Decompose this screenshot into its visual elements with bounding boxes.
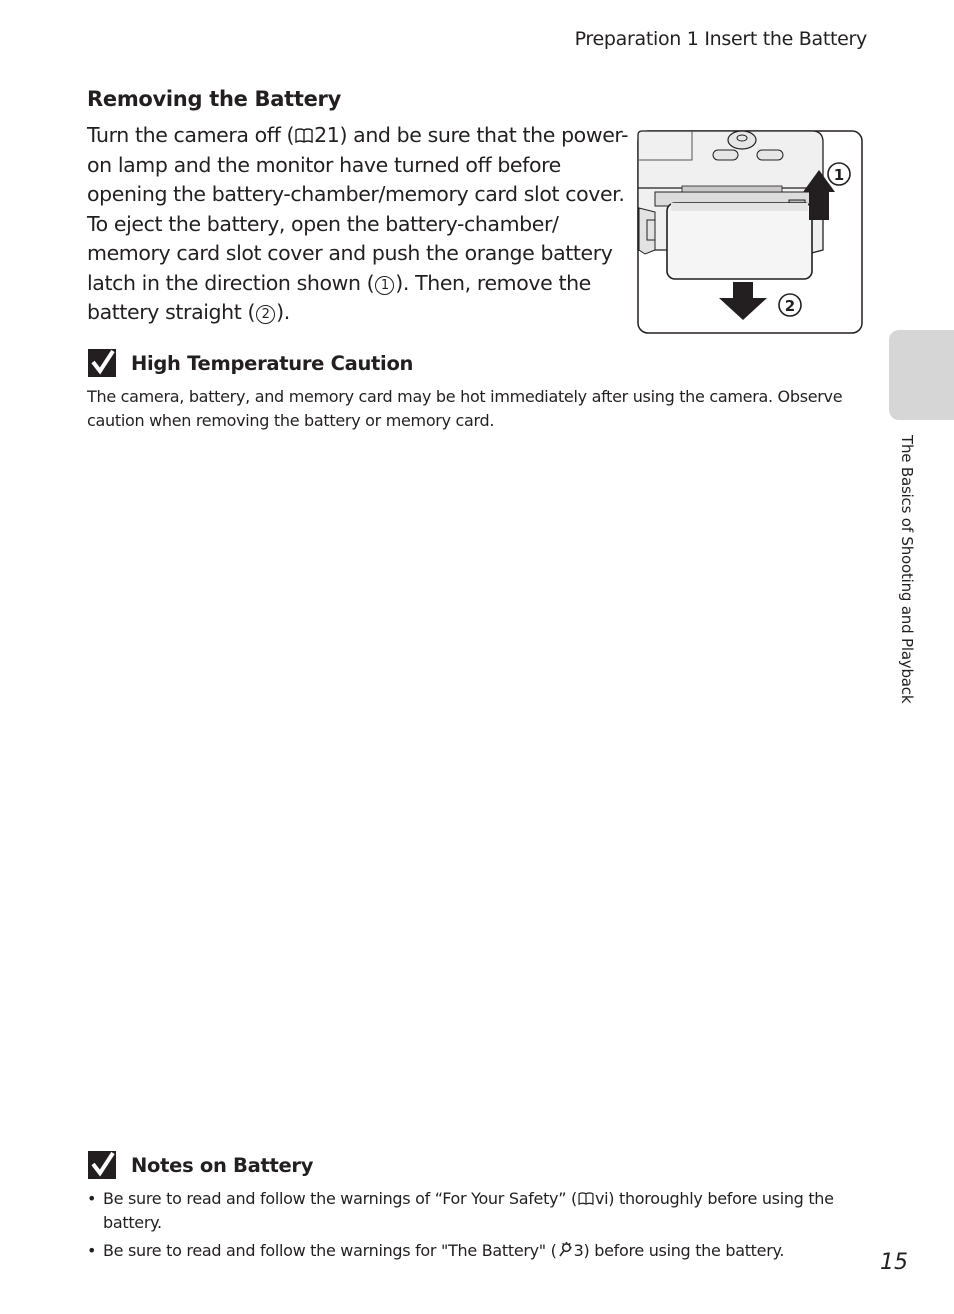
note-text: Be sure to read and follow the warnings of “For Your Safety” (: [103, 1189, 577, 1208]
removal-instructions: [87, 121, 632, 328]
notes-list: [87, 1187, 857, 1263]
check-mark-icon: [87, 1150, 117, 1180]
section-tab: [889, 330, 954, 420]
list-item: [87, 1187, 857, 1235]
high-temperature-caution: [87, 347, 857, 433]
notes-on-battery: [87, 1149, 857, 1267]
list-item: [87, 1239, 857, 1263]
step-label-2: 2: [784, 297, 796, 315]
step-number-1: 1: [375, 276, 394, 295]
check-mark-icon: [87, 348, 117, 378]
book-icon: [578, 1192, 594, 1205]
book-icon: [295, 128, 313, 143]
battery-removal-illustration: [637, 130, 863, 334]
note-text: Be sure to read and follow the warnings for "The Battery" (: [103, 1241, 557, 1260]
step-label-1: 1: [833, 166, 845, 184]
body-text-part: ).: [276, 300, 290, 324]
step-number-2: 2: [256, 305, 275, 324]
bullet: •: [87, 1241, 97, 1260]
page-number: 15: [880, 1250, 908, 1275]
note-text: vi) thoroughly before using the battery.: [103, 1189, 834, 1232]
notes-title: Notes on Battery: [131, 1153, 314, 1177]
body-text-part: ). Then, remove the battery straight (: [87, 270, 591, 324]
running-head: Preparation 1 Insert the Battery: [574, 28, 867, 50]
section-heading: Removing the Battery: [87, 87, 341, 111]
body-text-part: 21) and be sure that the power-on lamp and the monitor have turned off before opening the battery-chamber/memory card slot cover. To eject the battery, open the battery-chamber/ memory card slot cover and push the orange battery latch in the direction shown (: [87, 123, 629, 295]
section-label: The Basics of Shooting and Playback: [898, 435, 916, 704]
caution-title: High Temperature Caution: [131, 351, 414, 375]
body-text-part: Turn the camera off (: [87, 123, 295, 147]
bullet: •: [87, 1189, 97, 1208]
technical-notes-icon: [558, 1242, 573, 1257]
note-text: 3) before using the battery.: [573, 1241, 785, 1260]
caution-text: The camera, battery, and memory card may be hot immediately after using the camera. Observe caution when removing the battery or memory card.: [87, 387, 843, 430]
